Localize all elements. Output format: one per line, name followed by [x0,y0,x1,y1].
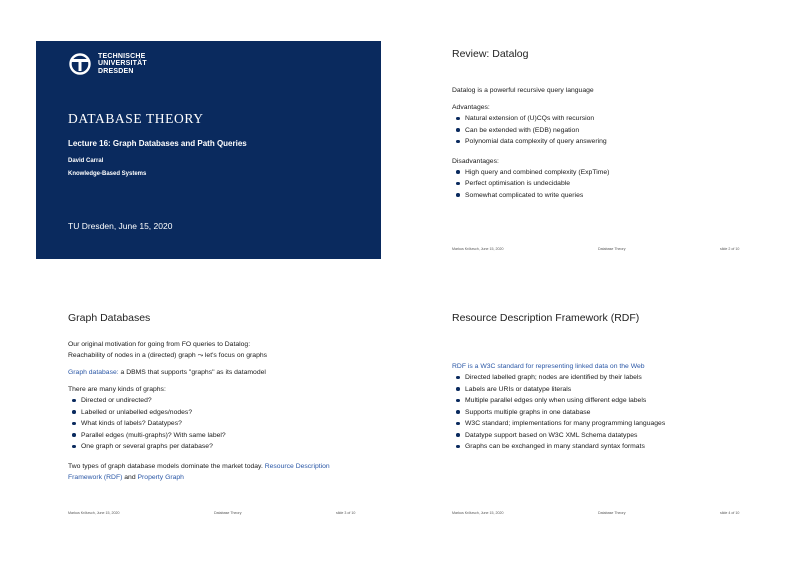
list-item: Polynomial data complexity of query answering [452,136,757,148]
slide-body [452,361,757,461]
footer-author-date: Markus Krötzsch, June 15, 2020 [452,511,504,515]
logo-wordmark [98,53,147,76]
intro-text: Datalog is a powerful recursive query language [452,87,594,94]
research-group: Knowledge-Based Systems [68,171,147,177]
footer-slide-number: slide 2 of 10 [720,247,740,251]
slide-review-datalog [420,41,765,259]
advantages-label: Advantages: [452,104,490,111]
footer-slide-number: slide 4 of 10 [720,511,740,515]
closing-line-1 [68,461,373,472]
definition [68,367,373,378]
list-item: Directed or undirected? [68,395,373,407]
list-item: What kinds of labels? Datatypes? [68,418,373,430]
motivation-line-2: Reachability of nodes in a (directed) graph ⤳ let's focus on graphs [68,352,268,359]
list-item: Datatype support based on W3C XML Schema datatypes [452,430,757,442]
venue-date: TU Dresden, June 15, 2020 [68,221,173,231]
kinds-label: There are many kinds of graphs: [68,386,166,393]
closing-line-2 [68,472,373,483]
disadvantages-list [452,167,757,202]
slide-graph-databases [36,305,381,523]
footer-course: Database Theory [598,247,626,251]
lecture-title: Lecture 16: Graph Databases and Path Queries [68,139,247,148]
list-item: Labels are URIs or datatype literals [452,384,757,396]
list-item: W3C standard; implementations for many programming languages [452,418,757,430]
motivation-line-1: Our original motivation for going from FO queries to Datalog: [68,341,251,348]
list-item: Parallel edges (multi-graphs)? With same label? [68,430,373,442]
list-item: Supports multiple graphs in one database [452,407,757,419]
footer-author-date: Markus Krötzsch, June 15, 2020 [68,511,120,515]
list-item: Directed labelled graph; nodes are identified by their labels [452,372,757,384]
kinds-list [68,395,373,453]
list-item: Perfect optimisation is undecidable [452,178,757,190]
list-item: Graphs can be exchanged in many standard syntax formats [452,441,757,453]
disadvantages-label: Disadvantages: [452,157,499,165]
slide-title: Review: Datalog [452,48,529,60]
rdf-points-list [452,372,757,453]
university-logo [68,52,147,76]
slide-body [452,85,757,209]
rdf-link-part-1[interactable]: Resource Description [264,462,330,470]
list-item: Somewhat complicated to write queries [452,190,757,202]
footer-author-date: Markus Krötzsch, June 15, 2020 [452,247,504,251]
list-item: Can be extended with (EDB) negation [452,125,757,137]
closing-and: and [122,473,138,481]
footer-course: Database Theory [598,511,626,515]
logo-line-1: TECHNISCHE [98,52,146,60]
logo-line-3: DRESDEN [98,67,134,75]
list-item: Multiple parallel edges only when using different edge labels [452,395,757,407]
logo-line-2: UNIVERSITÄT [98,60,147,68]
rdf-lead-text: RDF is a W3C standard for representing linked data on the Web [452,363,645,370]
slide-rdf [420,305,765,523]
definition-text: a DBMS that supports "graphs" as its datamodel [118,369,266,376]
slide-title: Graph Databases [68,312,151,324]
slide-title: Resource Description Framework (RDF) [452,312,640,324]
title-slide [36,41,381,259]
footer-slide-number: slide 3 of 10 [336,511,356,515]
deck-title: DATABASE THEORY [68,111,204,126]
advantages-list [452,113,757,148]
rdf-link-part-2[interactable]: Framework (RDF) [68,473,123,481]
list-item: High query and combined complexity (ExpTime) [452,167,757,179]
property-graph-link[interactable]: Property Graph [137,473,184,481]
list-item: Labelled or unlabelled edges/nodes? [68,407,373,419]
list-item: One graph or several graphs per database? [68,441,373,453]
author-name: David Carral [68,158,104,164]
slide-body [68,339,373,483]
definition-term: Graph database: [68,369,119,376]
closing-text: Two types of graph database models dominate the market today. [68,462,265,470]
list-item: Natural extension of (U)CQs with recursion [452,113,757,125]
footer-course: Database Theory [214,511,242,515]
tu-dresden-logo-icon [68,52,92,76]
